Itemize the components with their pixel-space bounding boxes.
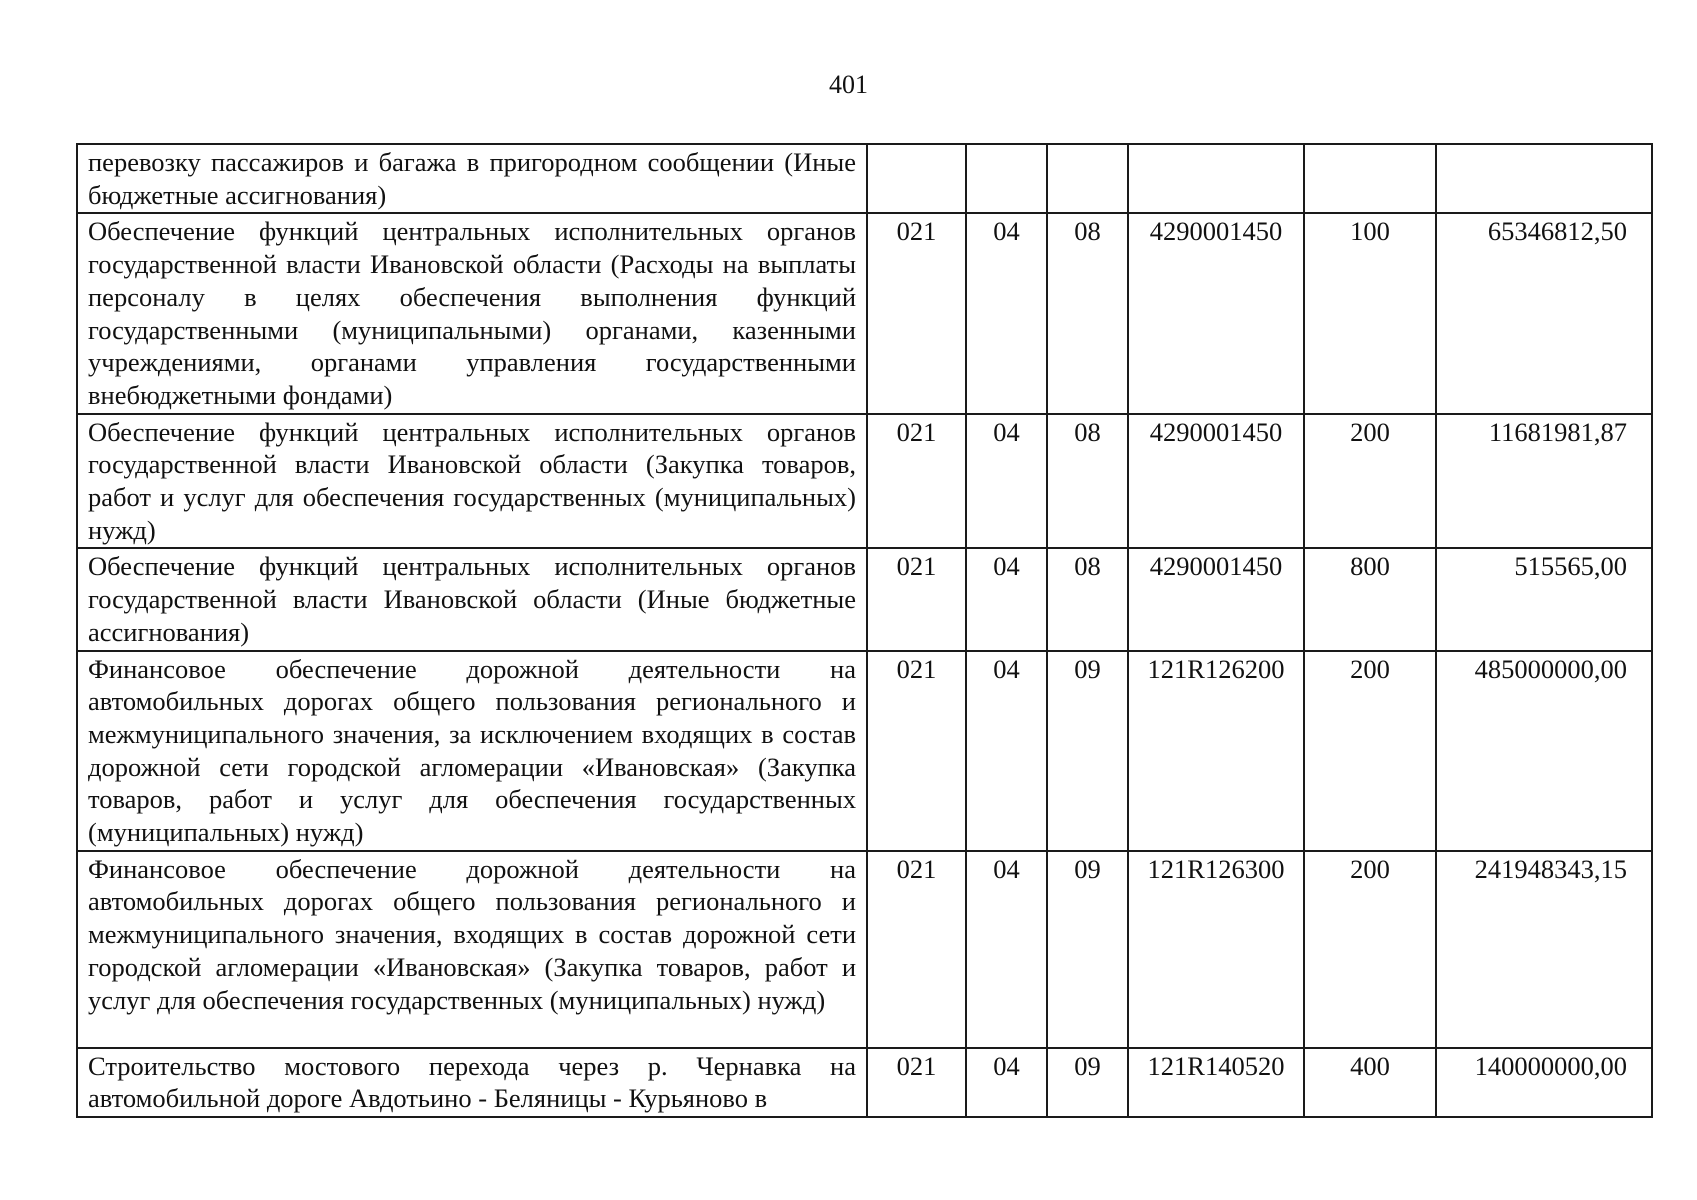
row-expense-type: 200 — [1304, 851, 1436, 1048]
row-target-code: 121R140520 — [1128, 1048, 1304, 1117]
row-admin-code: 021 — [867, 213, 966, 413]
page-number: 401 — [829, 70, 868, 99]
row-description: Обеспечение функций центральных исполнительных органов государственной власти Ивановской области (Закупка товаров, работ и услуг для обеспечения государственных (муниципальных) нужд) — [77, 414, 867, 549]
row-subsection-code: 09 — [1047, 651, 1128, 851]
row-section-code: 04 — [966, 548, 1047, 650]
row-target-code: 121R126300 — [1128, 851, 1304, 1048]
row-expense-type: 100 — [1304, 213, 1436, 413]
table-row — [77, 414, 1652, 549]
row-expense-type: 400 — [1304, 1048, 1436, 1117]
row-expense-type — [1304, 144, 1436, 213]
row-admin-code: 021 — [867, 1048, 966, 1117]
row-expense-type: 200 — [1304, 414, 1436, 549]
row-admin-code: 021 — [867, 851, 966, 1048]
row-subsection-code: 08 — [1047, 548, 1128, 650]
row-amount: 11681981,87 — [1436, 414, 1652, 549]
row-subsection-code: 08 — [1047, 213, 1128, 413]
row-amount — [1436, 144, 1652, 213]
row-section-code: 04 — [966, 213, 1047, 413]
budget-table — [76, 143, 1653, 1118]
row-amount: 65346812,50 — [1436, 213, 1652, 413]
row-description: перевозку пассажиров и багажа в пригородном сообщении (Иные бюджетные ассигнования) — [77, 144, 867, 213]
row-section-code: 04 — [966, 414, 1047, 549]
row-description: Финансовое обеспечение дорожной деятельности на автомобильных дорогах общего пользования регионального и межмуниципального значения, за исключением входящих в состав дорожной сети городской агломерации «Ивановская» (Закупка товаров, работ и услуг для обеспечения государственных (муниципальных) нужд) — [77, 651, 867, 851]
row-target-code: 4290001450 — [1128, 414, 1304, 549]
row-description: Обеспечение функций центральных исполнительных органов государственной власти Ивановской области (Расходы на выплаты персоналу в целях обеспечения выполнения функций государственными (муниципальными) органами, казенными учреждениями, органами управления государственными внебюджетными фондами) — [77, 213, 867, 413]
row-description: Строительство мостового перехода через р. Чернавка на автомобильной дороге Авдотьино - Беляницы - Курьяново в — [77, 1048, 867, 1117]
row-amount: 515565,00 — [1436, 548, 1652, 650]
row-section-code: 04 — [966, 851, 1047, 1048]
table-row — [77, 144, 1652, 213]
row-subsection-code: 08 — [1047, 414, 1128, 549]
row-target-code: 4290001450 — [1128, 213, 1304, 413]
row-admin-code — [867, 144, 966, 213]
row-subsection-code: 09 — [1047, 851, 1128, 1048]
table-row — [77, 851, 1652, 1048]
row-subsection-code: 09 — [1047, 1048, 1128, 1117]
table-row — [77, 548, 1652, 650]
row-description: Финансовое обеспечение дорожной деятельности на автомобильных дорогах общего пользования регионального и межмуниципального значения, входящих в состав дорожной сети городской агломерации «Ивановская» (Закупка товаров, работ и услуг для обеспечения государственных (муниципальных) нужд) — [77, 851, 867, 1048]
row-admin-code: 021 — [867, 414, 966, 549]
row-expense-type: 800 — [1304, 548, 1436, 650]
row-description: Обеспечение функций центральных исполнительных органов государственной власти Ивановской области (Иные бюджетные ассигнования) — [77, 548, 867, 650]
row-section-code: 04 — [966, 1048, 1047, 1117]
row-subsection-code — [1047, 144, 1128, 213]
row-amount: 485000000,00 — [1436, 651, 1652, 851]
table-row — [77, 213, 1652, 413]
row-target-code: 4290001450 — [1128, 548, 1304, 650]
row-amount: 241948343,15 — [1436, 851, 1652, 1048]
row-target-code: 121R126200 — [1128, 651, 1304, 851]
table-row — [77, 651, 1652, 851]
row-admin-code: 021 — [867, 548, 966, 650]
row-target-code — [1128, 144, 1304, 213]
row-section-code — [966, 144, 1047, 213]
table-row — [77, 1048, 1652, 1117]
row-admin-code: 021 — [867, 651, 966, 851]
row-section-code: 04 — [966, 651, 1047, 851]
row-amount: 140000000,00 — [1436, 1048, 1652, 1117]
row-expense-type: 200 — [1304, 651, 1436, 851]
